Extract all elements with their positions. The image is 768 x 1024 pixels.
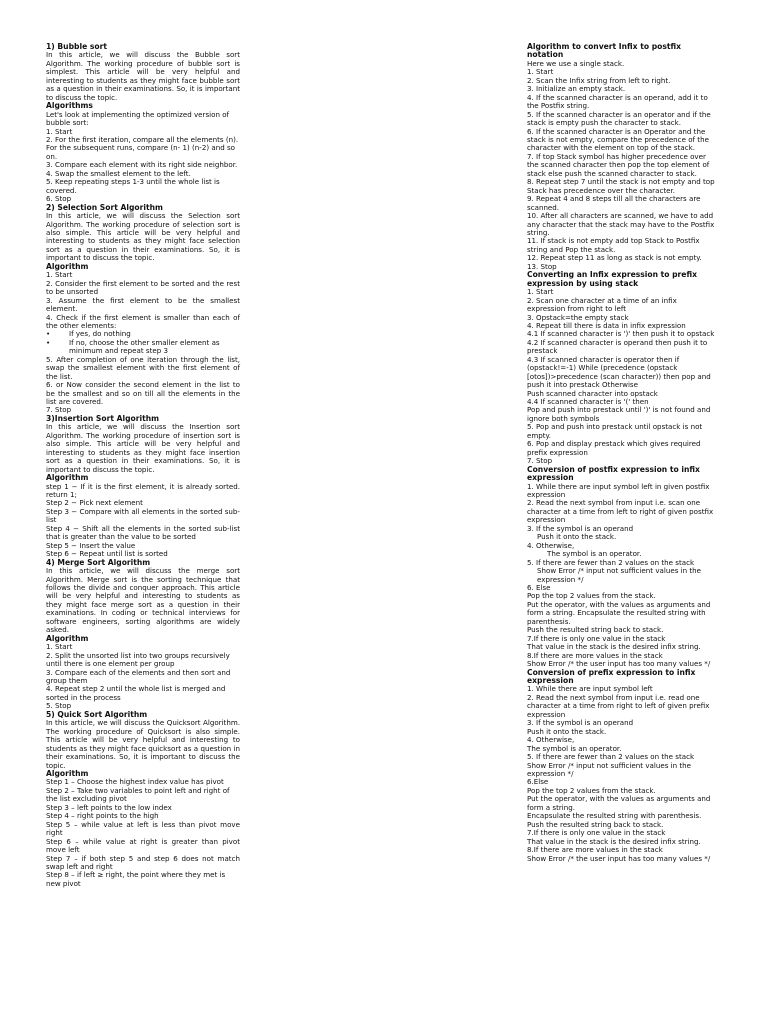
text-line: Show Error /* the user input has too many values */ [527, 853, 711, 863]
paragraph: Step 7 – if both step 5 and step 6 does not match swap left and right [46, 853, 240, 871]
text-line: Step 5 − Insert the value [46, 540, 136, 550]
text-line: That value in the stack is the desired infix string. [527, 836, 701, 846]
text-line: Here we use a single stack. [527, 58, 625, 68]
text-line: Encapsulate the resulted string with parenthesis. [527, 811, 702, 821]
text-line: 6. Else [527, 583, 551, 592]
text-line: 2. Scan one character at a time of an infix expression from right to left [527, 295, 677, 314]
paragraph: 5. After completion of one iteration through the list, swap the smallest element with the first element of the list. [46, 354, 240, 381]
text-line: 4. If the scanned character is an operand, add it to the Postfix string. [527, 92, 708, 111]
paragraph: In this article, we will discuss the Bubble sort Algorithm. The working procedure of bubble sort is simplest. This article will be very helpful and interesting to students as they might face bubble sort as a question in their examinations. So, it is important to discuss the topic. [46, 50, 240, 102]
text-line: 3. Opstack=the empty stack [527, 312, 629, 322]
text-line: 3. Compare each of the elements and then sort and group them [46, 667, 231, 685]
section-heading: Algorithm to convert Infix to postfix notation [527, 42, 682, 60]
text-line: 5. If there are fewer than 2 values on the stack [527, 557, 695, 567]
text-line: 7. Stop [46, 405, 72, 415]
text-line: Step 8 – if left ≥ right, the point where they met is new pivot [46, 870, 226, 888]
text-line: Push scanned character into opstack [527, 388, 658, 398]
paragraph: Step 4 − Shift all the elements in the sorted sub-list that is greater than the value to be sorted [46, 523, 240, 542]
paragraph: 4. Check if the first element is smaller than each of the other elements: [46, 312, 240, 330]
text-line: Show Error /* the user input has too many values */ [527, 659, 711, 669]
text-line: 5. Keep repeating steps 1-3 until the whole list is covered. [46, 177, 220, 195]
text-line: Pop the top 2 values from the stack. [527, 591, 656, 601]
text-line: 7. Stop [527, 456, 553, 466]
bullet-item: • If no, choose the other smaller element as minimum and repeat step 3 [46, 339, 240, 356]
paragraph: In this article, we will discuss the Selection sort Algorithm. The working procedure of selection sort is also simple. This article will be very helpful and interesting to students as they might face selection sort as a question in their examinations. So, it is important to discuss the topic. [46, 211, 240, 263]
text-line: 5. If there are fewer than 2 values on the stack [527, 752, 695, 762]
section-heading: Algorithms [46, 101, 93, 111]
section-heading: Algorithm [46, 768, 89, 778]
text-line: 5. Stop [46, 701, 72, 711]
text-line: 7.If there is only one value in the stack [527, 828, 666, 838]
text-line: 4.2 If scanned character is operand then push it to prestack [527, 337, 708, 356]
text-line: 2. Read the next symbol from input i.e. read one character at a time from right to left of given prefix expression [527, 692, 710, 719]
text-line: 1. While there are input symbol left [527, 684, 653, 694]
text-line: 3. If the symbol is an operand [527, 523, 634, 533]
text-line: 4. Swap the smallest element to the left. [46, 168, 191, 178]
text-line: 4.3 If scanned character is operator then if (opstack!=-1) While (precedence (opstack [otos])>precedence (scan character)) then pop and push it into prestack Otherwise [527, 354, 711, 390]
text-line: 4. Otherwise, [527, 735, 575, 745]
section-heading: Algorithm [46, 473, 89, 483]
text-line: 13. Stop [527, 261, 557, 271]
text-line: 3. Compare each element with its right side neighbor. [46, 160, 238, 170]
text-line: 8.If there are more values in the stack [527, 845, 663, 855]
paragraph: 6. or Now consider the second element in the list to be the smallest and so on till all the elements in the list are covered. [46, 380, 240, 407]
text-line: 6. If the scanned character is an Operator and the stack is not empty, compare the precedence of the character with the element on top of the stack. [527, 126, 709, 153]
text-line: 10. After all characters are scanned, we have to add any character that the stack may have to the Postfix string. [527, 211, 715, 237]
text-line: 4. Repeat till there is data in infix expression [527, 320, 686, 330]
section-heading: Converting an Infix expression to prefix expression by using stack [527, 270, 697, 288]
left-column [46, 43, 240, 888]
text-line: That value in the stack is the desired infix string. [527, 642, 701, 652]
text-line: Step 1 – Choose the highest index value has pivot [46, 777, 224, 787]
text-line: 2. Read the next symbol from input i.e. scan one character at a time from left to right of given postfix expression [527, 498, 714, 525]
paragraph: 3. Assume the first element to be the smallest element. [46, 295, 240, 314]
text-line: 1. Start [527, 67, 554, 77]
text-line: 4.1 If scanned character is ')' then push it to opstack [527, 329, 715, 339]
text-line: Push the resulted string back to stack. [527, 819, 664, 829]
text-line: 1. Start [46, 126, 73, 136]
text-line: 1. Start [46, 270, 73, 280]
text-line: Put the operator, with the values as arguments and form a string. Encapsulate the resulted string with parenthesis. [527, 599, 711, 626]
text-line: 6.Else [527, 777, 549, 787]
text-line: 1. While there are input symbol left in given postfix expression [527, 481, 710, 500]
section-heading: 5) Quick Sort Algorithm [46, 709, 148, 719]
paragraph: 2. Consider the first element to be sorted and the rest to be unsorted [46, 278, 240, 297]
text-line: Step 3 – left points to the low index [46, 802, 172, 812]
text-line: Step 4 – right points to the high [46, 811, 159, 821]
text-line: 9. Repeat 4 and 8 steps till all the characters are scanned. [527, 194, 701, 212]
text-line: Put the operator, with the values as arguments and form a string. [527, 794, 711, 812]
section-heading: 1) Bubble sort [46, 42, 107, 51]
text-line: 5. Pop and push into prestack until opstack is not empty. [527, 422, 703, 440]
paragraph: In this article, we will discuss the Quicksort Algorithm. The working procedure of Quicksort is also simple. This article will be very helpful and interesting to students as they might face quicksort as a question in their examinations. So, it is important to discuss the topic. [46, 718, 240, 770]
text-line: 11. If stack is not empty add top Stack to Postfix string and Pop the stack. [527, 236, 700, 254]
paragraph: In this article, we will discuss the merge sort Algorithm. Merge sort is the sorting technique that follows the divide and conquer approach. This article will be very helpful and interesting to students as they might face merge sort as a question in their examinations. In coding or technical interviews for software engineers, sorting algorithms are widely asked. [46, 566, 240, 635]
section-heading: 4) Merge Sort Algorithm [46, 557, 151, 567]
indented-line: Push it onto the stack. [537, 532, 617, 542]
text-line: 8. Repeat step 7 until the stack is not empty and top Stack has precedence over the character. [527, 177, 715, 195]
section-heading: Algorithm [46, 633, 89, 643]
text-line: Step 2 – Take two variables to point left and right of the list excluding pivot [46, 785, 230, 804]
paragraph: Step 5 – while value at left is less than pivot move right [46, 819, 240, 838]
text-line: 4.4 If scanned character is '(' then [527, 397, 649, 407]
text-line: 2. For the first iteration, compare all the elements (n). For the subsequent runs, compare (n- 1) (n-2) and so on. [46, 134, 239, 161]
bullet-item: • If yes, do nothing [46, 330, 240, 338]
section-heading: Conversion of prefix expression to infix expression [527, 667, 696, 685]
text-line: 3. If the symbol is an operand [527, 718, 634, 728]
text-line: 1. Start [527, 287, 554, 297]
text-line: 7. If top Stack symbol has higher precedence over the scanned character then pop the top element of stack else push the scanned character to stack. [527, 151, 710, 178]
text-line: Push it onto the stack. [527, 726, 607, 736]
text-line: Step 2 − Pick next element [46, 498, 143, 508]
text-line: 8.If there are more values in the stack [527, 650, 663, 660]
text-line: The symbol is an operator. [527, 743, 622, 753]
text-line: 3. Initialize an empty stack. [527, 84, 626, 94]
section-heading: 2) Selection Sort Algorithm [46, 202, 163, 212]
section-heading: 3)Insertion Sort Algorithm [46, 413, 160, 423]
text-line: Let's look at implementing the optimized version of bubble sort: [46, 109, 230, 128]
text-line: 2. Scan the Infix string from left to right. [527, 75, 671, 85]
text-line: 12. Repeat step 11 as long as stack is not empty. [527, 253, 702, 263]
text-line: 1. Start [46, 642, 73, 652]
text-line: Show Error /* input not sufficient values in the expression */ [527, 760, 692, 778]
paragraph: Step 3 − Compare with all elements in the sorted sub-list [46, 506, 240, 525]
section-heading: Algorithm [46, 261, 89, 271]
text-line: Pop and push into prestack until ')' is not found and ignore both symbols [527, 405, 711, 423]
text-line: Push the resulted string back to stack. [527, 625, 664, 635]
paragraph: Step 6 – while value at right is greater than pivot move left [46, 836, 240, 855]
indented-line: Show Error /* input not sufficient values in the expression */ [537, 566, 702, 584]
text-line: 4. Repeat step 2 until the whole list is merged and sorted in the process [46, 684, 226, 702]
indented-line: The symbol is an operator. [547, 549, 642, 559]
text-line: 4. Otherwise, [527, 540, 575, 550]
paragraph: In this article, we will discuss the Insertion sort Algorithm. The working procedure of insertion sort is also simple. This article will be very helpful and interesting to students as they might face insertion sort as a question in their examinations. So, it is important to discuss the topic. [46, 422, 240, 474]
text-line: 5. If the scanned character is an operator and if the stack is empty push the character to stack. [527, 109, 711, 128]
text-line: 6. Stop [46, 194, 72, 204]
right-column [527, 43, 717, 863]
paragraph: step 1 − If it is the first element, it is already sorted. return 1; [46, 481, 240, 500]
text-line: 2. Split the unsorted list into two groups recursively until there is one element per group [46, 650, 230, 669]
section-heading: Conversion of postfix expression to infix expression [527, 464, 700, 483]
text-line: 7.If there is only one value in the stack [527, 633, 666, 643]
text-line: Pop the top 2 values from the stack. [527, 785, 656, 795]
text-line: Step 6 − Repeat until list is sorted [46, 549, 168, 559]
text-line: 6. Pop and display prestack which gives required prefix expression [527, 439, 701, 457]
